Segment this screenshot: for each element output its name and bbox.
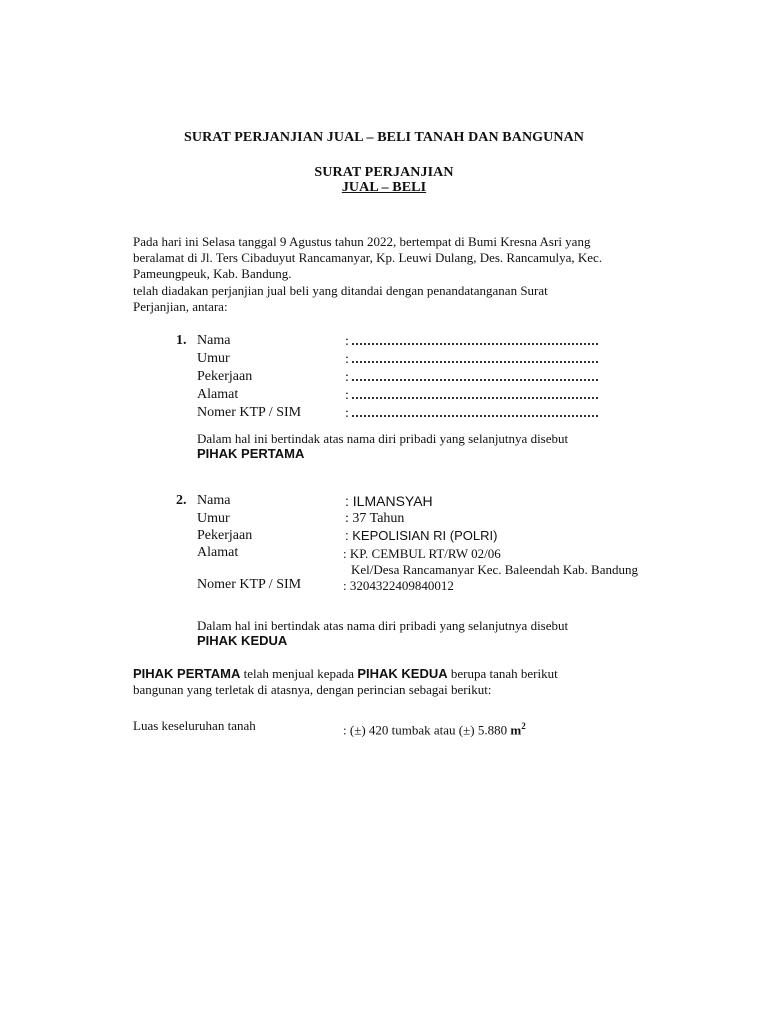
- party1-number: 1.: [176, 333, 187, 348]
- sale-line-2: bangunan yang terletak di atasnya, dengan perincian sebagai berikut:: [133, 682, 492, 697]
- intro-line-2: beralamat di Jl. Ters Cibaduyut Rancamanyar, Kp. Leuwi Dulang, Des. Rancamulya, Kec.: [133, 250, 603, 265]
- blank-line: [352, 387, 598, 399]
- party2-statement: Dalam hal ini bertindak atas nama diri pribadi yang selanjutnya disebut: [197, 618, 569, 633]
- party2-value-umur: : 37 Tahun: [345, 511, 405, 526]
- party1-label-umur: Umur: [197, 351, 230, 366]
- blank-line: [352, 333, 598, 345]
- land-unit: m: [510, 722, 522, 738]
- intro-line-1: Pada hari ini Selasa tanggal 9 Agustus tahun 2022, bertempat di Bumi Kresna Asri yang: [133, 234, 591, 249]
- party1-field-umur: [345, 351, 598, 368]
- party1-label-pekerjaan: Pekerjaan: [197, 369, 253, 384]
- blank-line: [352, 369, 598, 381]
- party1-designation: PIHAK PERTAMA: [197, 446, 305, 461]
- colon: :: [345, 352, 349, 367]
- party1-label-ktp: Nomer KTP / SIM: [197, 405, 302, 420]
- party2-label-pekerjaan: Pekerjaan: [197, 528, 253, 543]
- subtitle-2: JUAL – BELI: [341, 180, 427, 195]
- land-value: [343, 718, 526, 738]
- colon: :: [345, 388, 349, 403]
- intro-line-5: Perjanjian, antara:: [133, 299, 228, 314]
- sale-party2: PIHAK KEDUA: [357, 666, 448, 681]
- party1-field-ktp: [345, 405, 598, 422]
- party1-field-pekerjaan: [345, 369, 598, 386]
- party2-label-nama: Nama: [197, 493, 231, 508]
- land-unit-exponent: 2: [521, 721, 526, 731]
- sale-party1: PIHAK PERTAMA: [133, 666, 241, 681]
- party2-value-ktp: : 3204322409840012: [343, 578, 454, 593]
- blank-line: [352, 405, 598, 417]
- party1-statement: Dalam hal ini bertindak atas nama diri pribadi yang selanjutnya disebut: [197, 431, 569, 446]
- party2-label-alamat: Alamat: [197, 545, 239, 560]
- party2-value-alamat: : KP. CEMBUL RT/RW 02/06: [343, 546, 501, 561]
- party2-value-alamat-line2: Kel/Desa Rancamanyar Kec. Baleendah Kab. Bandung: [351, 562, 638, 577]
- land-value-text: : (±) 420 tumbak atau (±) 5.880: [343, 722, 511, 738]
- colon: :: [345, 370, 349, 385]
- blank-line: [352, 351, 598, 363]
- party1-field-alamat: [345, 387, 598, 404]
- party1-label-nama: Nama: [197, 333, 231, 348]
- subtitle-1: SURAT PERJANJIAN: [314, 165, 454, 180]
- party2-designation: PIHAK KEDUA: [197, 633, 288, 648]
- sale-line-1: [133, 666, 558, 682]
- party1-field-nama: [345, 333, 598, 350]
- document-title: SURAT PERJANJIAN JUAL – BELI TANAH DAN BANGUNAN: [184, 130, 584, 145]
- sale-text-1: telah menjual kepada: [240, 666, 358, 681]
- party2-label-umur: Umur: [197, 511, 230, 526]
- party2-label-ktp: Nomer KTP / SIM: [197, 577, 302, 592]
- intro-line-3: Pameungpeuk, Kab. Bandung.: [133, 266, 292, 281]
- party2-number: 2.: [176, 493, 187, 508]
- sale-text-2: berupa tanah berikut: [447, 666, 558, 681]
- colon: :: [345, 406, 349, 421]
- party2-value-pekerjaan: : KEPOLISIAN RI (POLRI): [345, 528, 498, 543]
- land-label: Luas keseluruhan tanah: [133, 718, 256, 733]
- intro-line-4: telah diadakan perjanjian jual beli yang ditandai dengan penandatanganan Surat: [133, 283, 548, 298]
- party1-label-alamat: Alamat: [197, 387, 239, 402]
- party2-value-nama: : ILMANSYAH: [345, 493, 433, 509]
- colon: :: [345, 334, 349, 349]
